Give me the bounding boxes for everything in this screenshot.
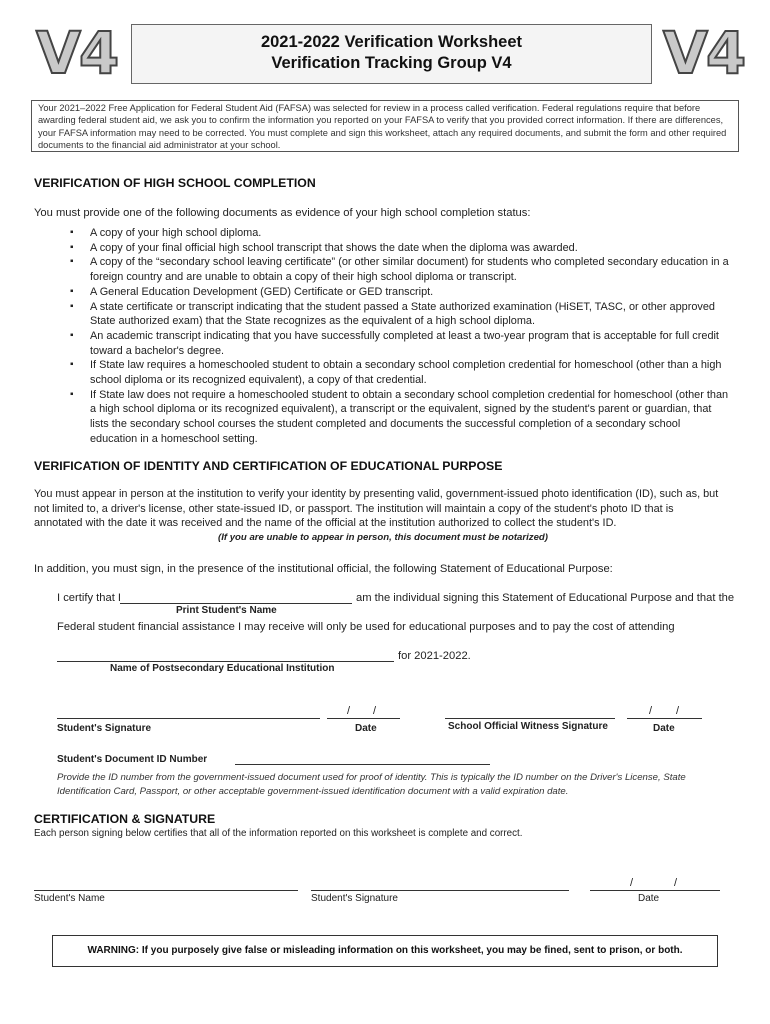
date-separator: / (676, 705, 680, 717)
warning-box: WARNING: If you purposely give false or misleading information on this worksheet, you may be fined, sent to prison, or both. (52, 935, 718, 967)
identity-heading: VERIFICATION OF IDENTITY AND CERTIFICATION OF EDUCATIONAL PURPOSE (34, 459, 503, 473)
list-item: ▪ An academic transcript indicating that you have successfully completed at least a two-year program that is acceptable for full credit toward a bachelor's degree. (70, 329, 730, 358)
federal-assistance-text: Federal student financial assistance I may receive will only be used for educational purposes and to pay the cost of attending (57, 621, 675, 633)
list-item: ▪ A copy of your final official high school transcript that shows the date when the diploma was awarded. (70, 241, 730, 256)
student-signature-field[interactable] (57, 718, 320, 719)
date-separator: / (347, 705, 351, 717)
hs-heading: VERIFICATION OF HIGH SCHOOL COMPLETION (34, 176, 316, 190)
cert-student-signature-field[interactable] (311, 890, 569, 891)
list-item: ▪ If State law does not require a homeschooled student to obtain a secondary school completion credential for homeschool (other than a high school diploma or its recognized equivalent), a transcript or the equivalent, signed by the student's parent or guardian, that lists the secondary school courses the student completed and documents the successful completion of a secondary school education in a homeschool setting. (70, 388, 730, 447)
certify-suffix: am the individual signing this Statement of Educational Purpose and that the (356, 592, 735, 604)
date-separator: / (674, 877, 678, 889)
institution-name-field[interactable] (57, 661, 394, 662)
witness-date-label: Date (653, 723, 675, 734)
certify-prefix: I certify that I (57, 592, 122, 604)
student-signature-label: Student's Signature (57, 723, 152, 734)
list-item: ▪ A General Education Development (GED) Certificate or GED transcript. (70, 285, 730, 300)
cert-student-name-field[interactable] (34, 890, 298, 891)
v4-badge-left: V4 (36, 19, 118, 87)
cert-name-label: Student's Name (34, 893, 105, 904)
certification-lead: Each person signing below certifies that all of the information reported on this worksheet is complete and correct. (34, 828, 523, 839)
witness-signature-field[interactable] (445, 718, 615, 719)
cert-signature-label: Student's Signature (311, 893, 398, 904)
date-separator: / (630, 877, 634, 889)
worksheet-subtitle: Verification Tracking Group V4 (271, 54, 512, 72)
for-year: for 2021-2022. (398, 650, 471, 662)
print-name-label: Print Student's Name (176, 605, 277, 616)
document-id-label: Student's Document ID Number (57, 754, 208, 765)
cert-date-label: Date (638, 893, 660, 904)
title-box (131, 24, 652, 84)
date-separator: / (649, 705, 653, 717)
list-item: ▪ A copy of your high school diploma. (70, 226, 730, 241)
list-item: ▪ A state certificate or transcript indicating that the student passed a State authorized examination (HiSET, TASC, or other approved State authorized exam) that the State recognizes as the equivalent of a high school diploma. (70, 300, 730, 329)
worksheet-title: 2021-2022 Verification Worksheet (260, 33, 523, 51)
notarized-note: (If you are unable to appear in person, this document must be notarized) (218, 532, 548, 543)
list-item: ▪ If State law requires a homeschooled student to obtain a secondary school completion credential for homeschool (other than a high school diploma or its recognized equivalent), a copy of that credential. (70, 358, 730, 387)
date-separator: / (373, 705, 377, 717)
v4-badge-right: V4 (663, 19, 745, 87)
document-id-note: Provide the ID number from the government-issued document used for proof of identity. This is typically the ID number on the Driver's License, State Identification Card, Passport, or other acceptable government-issued identification document with a valid expiration date. (57, 772, 686, 797)
identity-paragraph: You must appear in person at the institution to verify your identity by presenting valid, government-issued photo identification (ID), such as, but not limited to, a driver's license, other state-issued ID, or passport. The institution will maintain a copy of the student's photo ID that is annotated with the date it was received and the name of the official at the institution authorized to collect the student's ID. (34, 488, 719, 530)
witness-date-field[interactable] (627, 718, 702, 719)
cert-date-field[interactable] (590, 890, 720, 891)
list-item: ▪ A copy of the “secondary school leaving certificate” (or other similar document) for students who completed secondary education in a foreign country and are unable to obtain a copy of their high school diploma or transcript. (70, 255, 730, 284)
date-label: Date (355, 723, 377, 734)
student-name-field[interactable] (120, 603, 352, 604)
intro-notice: Your 2021–2022 Free Application for Federal Student Aid (FAFSA) was selected for review in a process called verification. Federal regulations require that before awarding federal student aid, we ask you to confirm the information you reported on your FAFSA to verify that you provided correct information. If there are differences, your FAFSA information may need to be corrected. You must complete and sign this worksheet, attach any required documents, and submit the form and other required documents to the financial aid administrator at your school. (31, 100, 739, 152)
hs-document-list (70, 226, 730, 447)
date-field[interactable] (327, 718, 400, 719)
certification-heading: CERTIFICATION & SIGNATURE (34, 812, 216, 826)
document-id-field[interactable] (235, 764, 490, 765)
hs-lead: You must provide one of the following documents as evidence of your high school completion status: (34, 207, 531, 219)
sign-intro: In addition, you must sign, in the presence of the institutional official, the following Statement of Educational Purpose: (34, 563, 613, 575)
institution-label: Name of Postsecondary Educational Institution (110, 663, 335, 674)
witness-signature-label: School Official Witness Signature (448, 721, 608, 732)
